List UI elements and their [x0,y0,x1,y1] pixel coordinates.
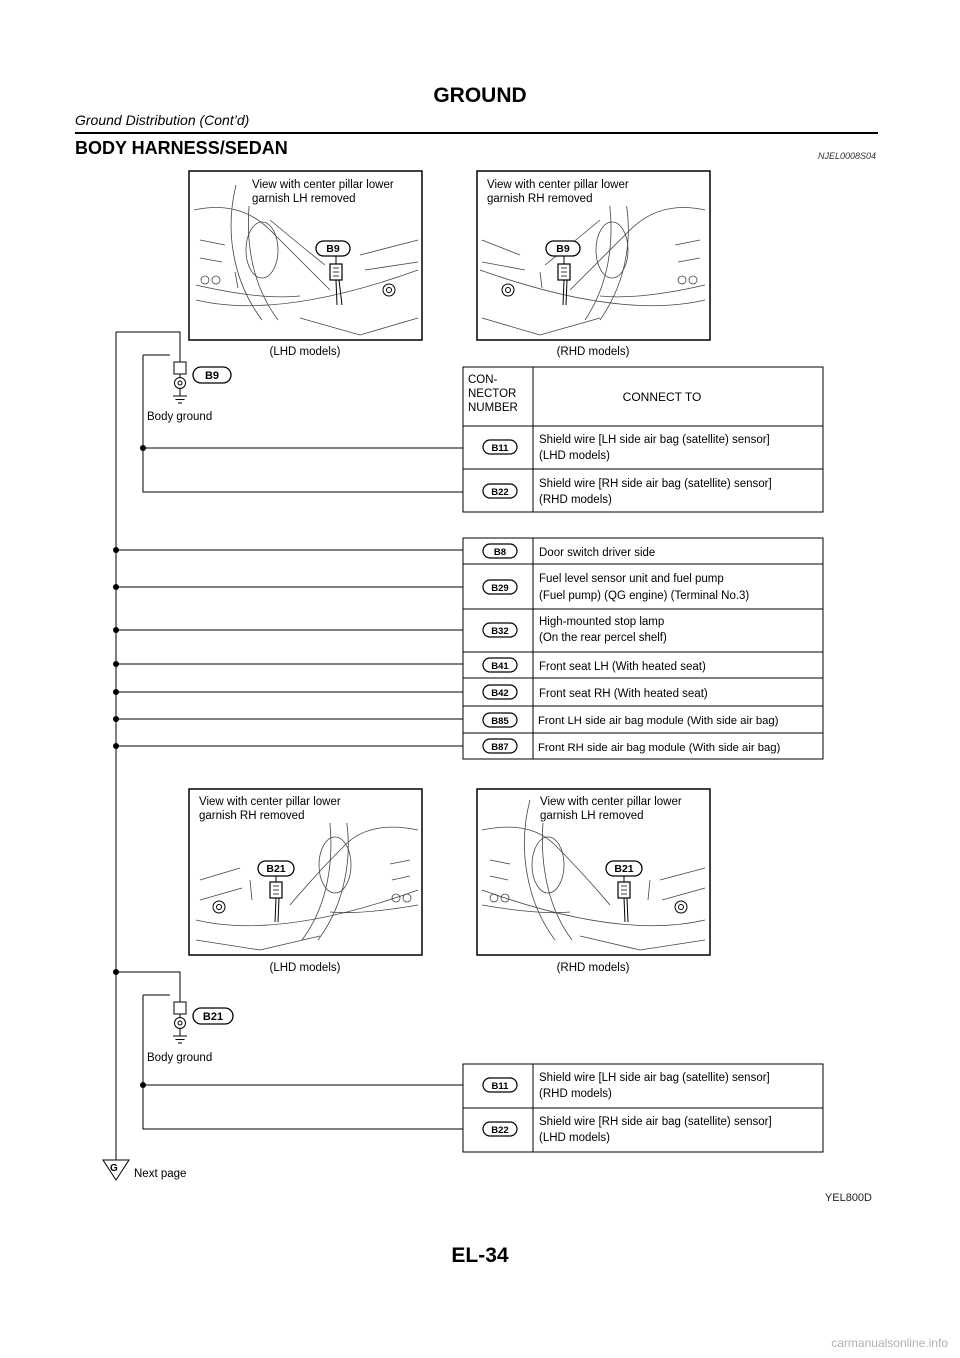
row-text: (On the rear percel shelf) [539,632,667,644]
next-page-letter: G [110,1163,118,1174]
row-text: Shield wire [LH side air bag (satellite) sensor] [539,434,770,446]
row-text: Front seat RH (With heated seat) [539,688,708,700]
row-text: Front seat LH (With heated seat) [539,661,706,673]
row-connector: B29 [491,583,509,594]
section-title: BODY HARNESS/SEDAN [75,138,288,158]
row-text: (LHD models) [539,1132,610,1144]
view-caption-line1: View with center pillar lower [252,179,394,191]
connector-table-top [463,367,823,512]
row-connector: B41 [491,661,509,672]
view-model-label: (RHD models) [556,962,630,974]
row-text: Fuel level sensor unit and fuel pump [539,573,724,585]
row-connector: B32 [491,626,509,637]
row-text: (RHD models) [539,1088,612,1100]
junction-dots [113,445,146,1088]
row-connector: B22 [491,487,509,498]
ground-wiring [116,332,463,1160]
view-bottom-right [477,789,710,955]
row-connector: B8 [493,547,507,558]
view-bottom-left [189,789,422,955]
figure-code: YEL800D [824,1192,872,1204]
page-header-subtitle: Ground Distribution (Cont’d) [75,112,250,128]
view-caption-line2: garnish LH removed [252,193,356,205]
row-text: Front RH side air bag module (With side air bag) [538,742,781,754]
row-connector: B22 [491,1125,509,1136]
next-page-arrow [103,1160,129,1180]
view-caption-line2: garnish RH removed [199,810,305,822]
view-caption-line1: View with center pillar lower [487,179,629,191]
next-page-label: Next page [134,1168,187,1180]
view-model-label: (RHD models) [556,346,630,358]
connector-table-bottom [463,1064,823,1152]
row-text: (RHD models) [539,494,612,506]
row-connector: B42 [491,688,509,699]
row-text: Front LH side air bag module (With side air bag) [538,715,779,727]
view-top-left [189,171,422,340]
row-connector: B11 [491,443,509,454]
row-text: High-mounted stop lamp [539,616,665,628]
view-model-label: (LHD models) [269,346,341,358]
view-connector-label: B21 [614,863,634,875]
col-header: CON- [468,374,498,386]
row-text: (Fuel pump) (QG engine) (Terminal No.3) [539,590,750,602]
page-header-title: GROUND [433,84,527,107]
row-connector: B85 [491,716,509,727]
view-caption-line2: garnish RH removed [487,193,593,205]
view-top-right [477,171,710,340]
ground-symbol-top [173,362,231,403]
ground-symbol-bottom [173,1002,233,1043]
view-connector-label: B21 [266,863,286,875]
row-text: Shield wire [RH side air bag (satellite) sensor] [539,1116,772,1128]
row-connector: B87 [491,742,509,753]
row-connector: B11 [491,1081,509,1092]
ground-connector-label: B21 [202,1011,224,1023]
view-caption-line1: View with center pillar lower [199,796,341,808]
connector-table-main [463,538,823,759]
view-connector-label: B9 [556,243,570,255]
col-header: NUMBER [468,402,518,414]
ground-connector-label: B9 [204,370,220,382]
watermark: carmanualsonline.info [831,1336,948,1350]
ground-label: Body ground [147,411,213,423]
row-text: (LHD models) [539,450,610,462]
view-caption-line1: View with center pillar lower [540,796,682,808]
page-number: EL-34 [451,1244,509,1267]
view-caption-line2: garnish LH removed [540,810,644,822]
section-code: NJEL0008S04 [817,151,876,161]
view-model-label: (LHD models) [269,962,341,974]
col-header: CONNECT TO [622,390,702,404]
view-connector-label: B9 [326,243,340,255]
row-text: Door switch driver side [539,547,656,559]
row-text: Shield wire [LH side air bag (satellite) sensor] [539,1072,770,1084]
ground-label: Body ground [147,1052,213,1064]
row-text: Shield wire [RH side air bag (satellite) sensor] [539,478,772,490]
col-header: NECTOR [468,388,517,400]
